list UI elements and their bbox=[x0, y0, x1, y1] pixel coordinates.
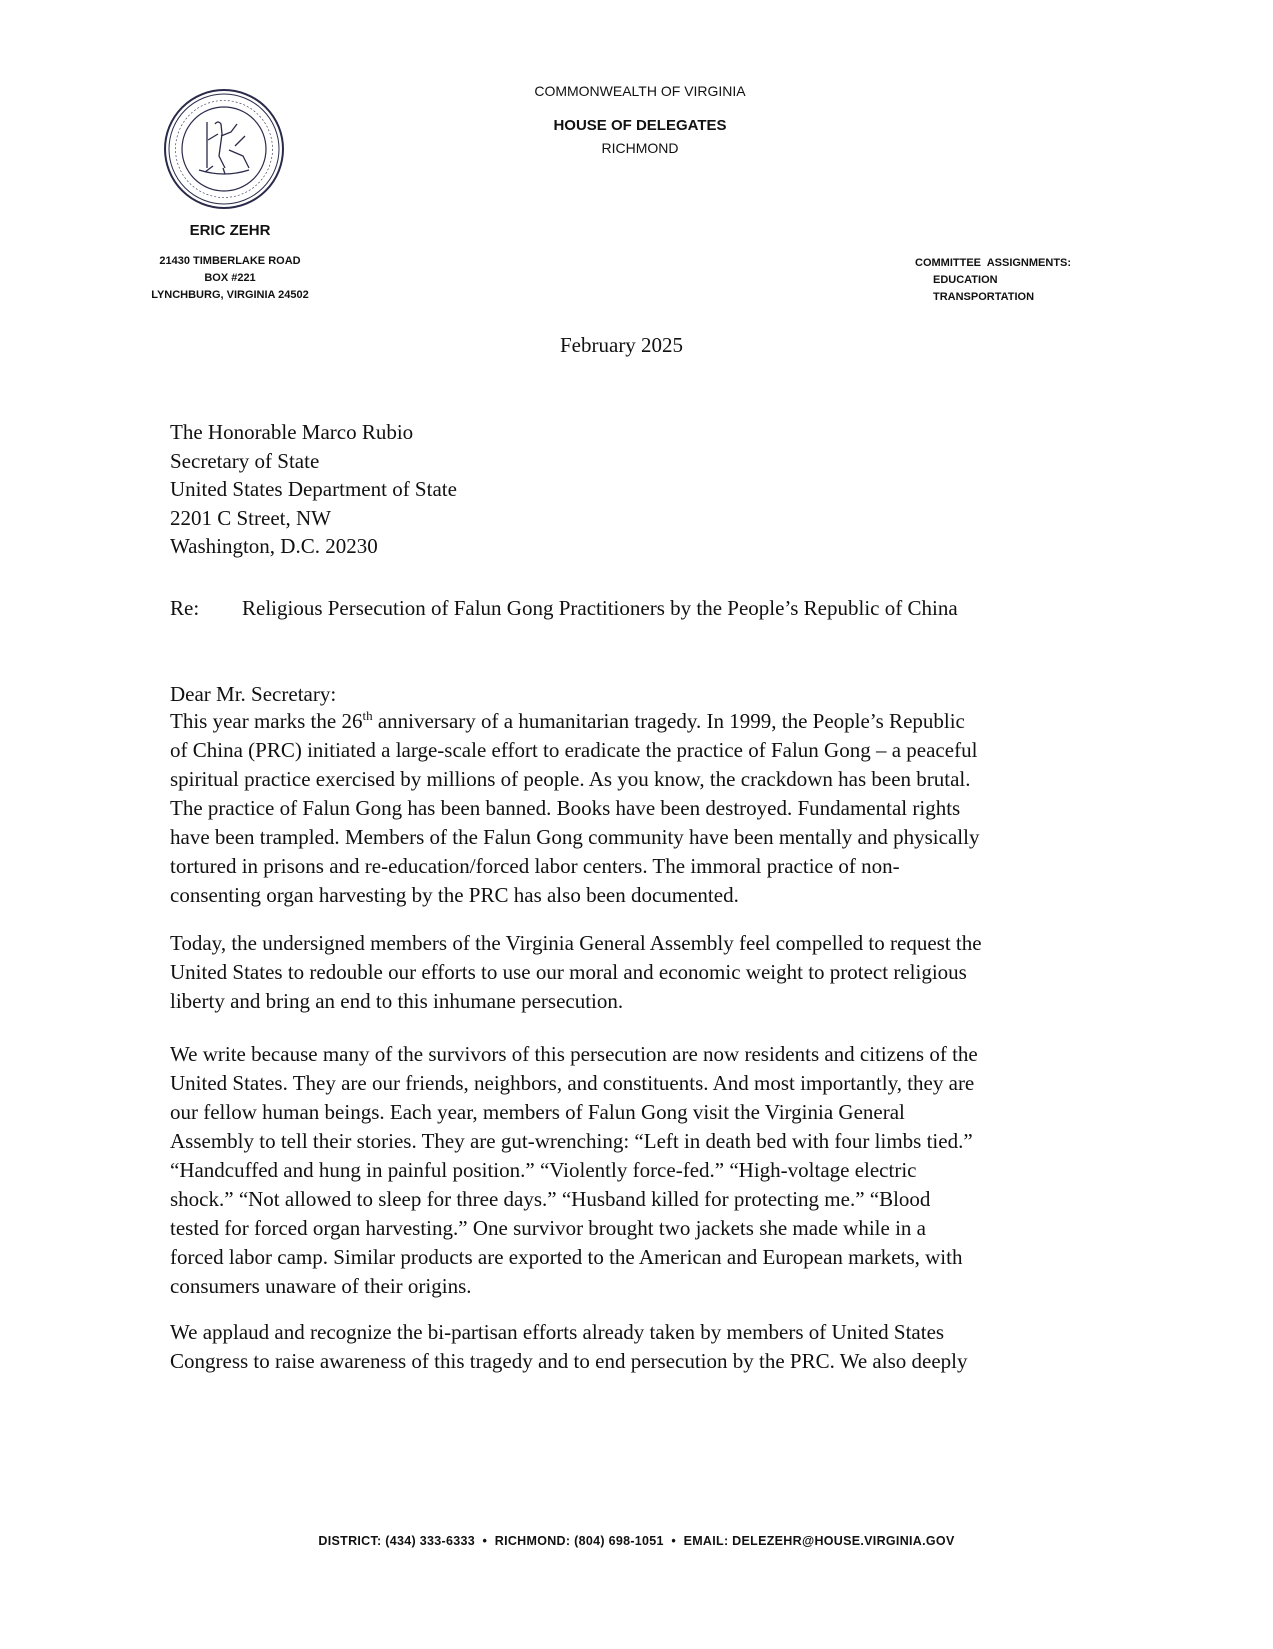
paragraph-line: Congress to raise awareness of this tragedy and to end persecution by the PRC. We also deeply bbox=[170, 1349, 968, 1373]
paragraph-line: Assembly to tell their stories. They are gut-wrenching: “Left in death bed with four limbs tied.” bbox=[170, 1129, 973, 1153]
paragraph-line: Today, the undersigned members of the Virginia General Assembly feel compelled to request the bbox=[170, 931, 982, 955]
paragraph-line: tortured in prisons and re-education/forced labor centers. The immoral practice of non- bbox=[170, 854, 900, 878]
subject-text: Religious Persecution of Falun Gong Practitioners by the People’s Republic of China bbox=[242, 596, 958, 620]
address-line: BOX #221 bbox=[204, 272, 256, 284]
paragraph-line: spiritual practice exercised by millions of people. As you know, the crackdown has been brutal. bbox=[170, 767, 971, 791]
paragraph-line bbox=[170, 707, 1100, 736]
paragraph-line: The practice of Falun Gong has been banned. Books have been destroyed. Fundamental rights bbox=[170, 796, 961, 820]
paragraph-line: liberty and bring an end to this inhumane persecution. bbox=[170, 989, 624, 1013]
subject-line bbox=[170, 596, 958, 621]
recipient-line: United States Department of State bbox=[170, 477, 457, 501]
committee-item: EDUCATION bbox=[933, 274, 998, 286]
paragraph-line: United States to redouble our efforts to use our moral and economic weight to protect religious bbox=[170, 960, 967, 984]
body-paragraph-3 bbox=[170, 1040, 1100, 1301]
recipient-block bbox=[170, 418, 457, 561]
contact-footer: DISTRICT: (434) 333-6333 • RICHMOND: (804) 698-1051 • EMAIL: DELEZEHR@HOUSE.VIRGINIA.GOV bbox=[318, 1534, 955, 1548]
subject-label: Re: bbox=[170, 596, 200, 620]
body-paragraph-2 bbox=[170, 929, 1100, 1016]
paragraph-line: consumers unaware of their origins. bbox=[170, 1274, 472, 1298]
paragraph-line: We applaud and recognize the bi-partisan efforts already taken by members of United States bbox=[170, 1320, 945, 1344]
address-line: 21430 TIMBERLAKE ROAD bbox=[159, 255, 301, 267]
body-paragraph-1 bbox=[170, 707, 1100, 910]
paragraph-line: We write because many of the survivors of this persecution are now residents and citizens of the bbox=[170, 1042, 978, 1066]
letter-date: February 2025 bbox=[560, 333, 684, 357]
member-address bbox=[110, 253, 350, 304]
city-heading: RICHMOND bbox=[601, 140, 679, 156]
virginia-seal bbox=[163, 88, 285, 210]
recipient-line: The Honorable Marco Rubio bbox=[170, 420, 414, 444]
house-heading: HOUSE OF DELEGATES bbox=[553, 117, 727, 134]
paragraph-line: tested for forced organ harvesting.” One survivor brought two jackets she made while in a bbox=[170, 1216, 926, 1240]
recipient-line: 2201 C Street, NW bbox=[170, 505, 331, 530]
paragraph-line: forced labor camp. Similar products are exported to the American and European markets, with bbox=[170, 1245, 963, 1269]
text-run: This year marks the 26 bbox=[170, 709, 363, 733]
address-line: LYNCHBURG, VIRGINIA 24502 bbox=[151, 289, 309, 301]
recipient-line: Secretary of State bbox=[170, 448, 320, 473]
text-run: anniversary of a humanitarian tragedy. In 1999, the People’s Republic bbox=[372, 709, 965, 733]
superscript: th bbox=[362, 708, 373, 723]
paragraph-line: our fellow human beings. Each year, members of Falun Gong visit the Virginia General bbox=[170, 1100, 905, 1124]
paragraph-line: of China (PRC) initiated a large-scale effort to eradicate the practice of Falun Gong – a peaceful bbox=[170, 738, 978, 762]
member-name: ERIC ZEHR bbox=[189, 222, 271, 239]
body-paragraph-4 bbox=[170, 1318, 1100, 1376]
committee-item: TRANSPORTATION bbox=[933, 291, 1035, 303]
commonwealth-heading: COMMONWEALTH OF VIRGINIA bbox=[534, 83, 746, 99]
paragraph-line: have been trampled. Members of the Falun Gong community have been mentally and physically bbox=[170, 825, 980, 849]
paragraph-line: consenting organ harvesting by the PRC has also been documented. bbox=[170, 883, 739, 907]
paragraph-line: “Handcuffed and hung in painful position.” “Violently force-fed.” “High-voltage electric bbox=[170, 1158, 917, 1182]
paragraph-line: shock.” “Not allowed to sleep for three days.” “Husband killed for protecting me.” “Blood bbox=[170, 1187, 931, 1211]
salutation: Dear Mr. Secretary: bbox=[170, 682, 337, 706]
committee-heading: COMMITTEE ASSIGNMENTS: bbox=[915, 257, 1072, 269]
recipient-line: Washington, D.C. 20230 bbox=[170, 534, 378, 558]
committee-assignments bbox=[915, 255, 1071, 306]
paragraph-line: United States. They are our friends, neighbors, and constituents. And most importantly, they are bbox=[170, 1071, 975, 1095]
